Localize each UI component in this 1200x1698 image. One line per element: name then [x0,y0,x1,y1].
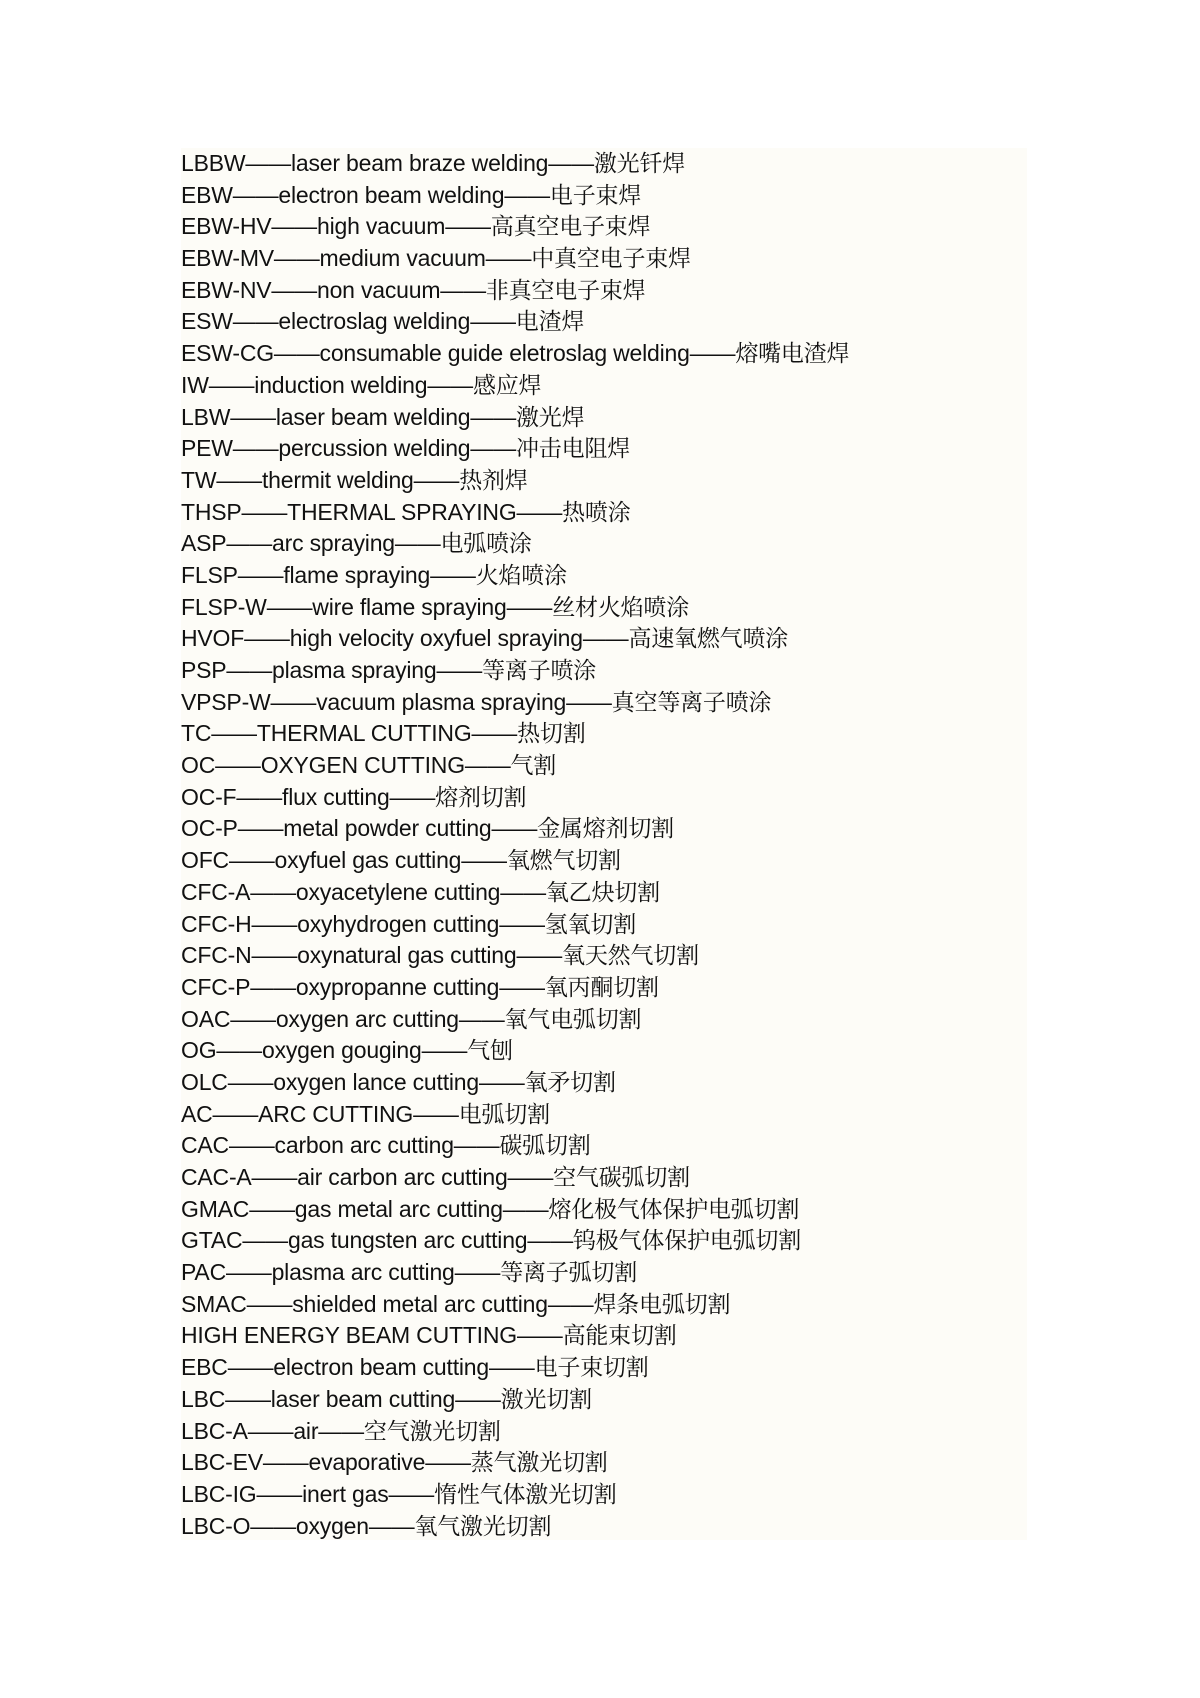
term-line-pew: PEW——percussion welding——冲击电阻焊 [181,435,631,462]
term-line-lbbw: LBBW——laser beam braze welding——激光钎焊 [181,150,686,176]
term-line-tw: TW——thermit welding——热剂焊 [181,466,528,493]
term-line-cfc-n: CFC-N——oxynatural gas cutting——氧天然气切割 [181,942,699,969]
document-content [181,148,1027,1540]
term-line-high-energy-beam-cutting: HIGH ENERGY BEAM CUTTING——高能束切割 [181,1322,677,1349]
term-line-asp: ASP——arc spraying——电弧喷涂 [181,530,532,557]
term-line-oc-p: OC-P——metal powder cutting——金属熔剂切割 [181,815,674,842]
term-line-flsp-w: FLSP-W——wire flame spraying——丝材火焰喷涂 [181,593,690,620]
term-line-cac: CAC——carbon arc cutting——碳弧切割 [181,1132,591,1159]
term-line-cfc-a: CFC-A——oxyacetylene cutting——氧乙炔切割 [181,878,660,905]
term-line-tc: TC——THERMAL CUTTING——热切割 [181,720,586,747]
term-line-iw: IW——induction welding——感应焊 [181,371,542,398]
term-line-esw: ESW——electroslag welding——电渣焊 [181,308,585,335]
term-line-smac: SMAC——shielded metal arc cutting——焊条电弧切割 [181,1290,731,1317]
term-line-lbc-ig: LBC-IG——inert gas——惰性气体激光切割 [181,1480,617,1507]
term-line-ebw-nv: EBW-NV——non vacuum——非真空电子束焊 [181,276,646,303]
term-line-olc: OLC——oxygen lance cutting——氧矛切割 [181,1068,616,1095]
term-line-ac: AC——ARC CUTTING——电弧切割 [181,1100,550,1127]
term-line-oc: OC——OXYGEN CUTTING——气割 [181,752,557,779]
term-line-hvof: HVOF——high velocity oxyfuel spraying——高速氧燃气喷涂 [181,625,789,652]
term-line-lbc: LBC——laser beam cutting——激光切割 [181,1385,592,1412]
term-line-ebw-mv: EBW-MV——medium vacuum——中真空电子束焊 [181,245,691,272]
term-line-vpsp-w: VPSP-W——vacuum plasma spraying——真空等离子喷涂 [181,688,772,715]
term-line-oac: OAC——oxygen arc cutting——氧气电弧切割 [181,1005,642,1032]
term-line-pac: PAC——plasma arc cutting——等离子弧切割 [181,1259,638,1286]
term-list [181,148,1027,1542]
term-line-og: OG——oxygen gouging——气刨 [181,1037,513,1064]
term-line-ebc: EBC——electron beam cutting——电子束切割 [181,1354,649,1381]
term-line-oc-f: OC-F——flux cutting——熔剂切割 [181,783,527,810]
term-line-cfc-p: CFC-P——oxypropanne cutting——氧丙酮切割 [181,973,659,1000]
term-line-lbw: LBW——laser beam welding——激光焊 [181,403,585,430]
term-line-cac-a: CAC-A——air carbon arc cutting——空气碳弧切割 [181,1164,690,1190]
term-line-ebw-hv: EBW-HV——high vacuum——高真空电子束焊 [181,213,651,240]
term-line-lbc-a: LBC-A——air——空气激光切割 [181,1417,501,1444]
term-line-ebw: EBW——electron beam welding——电子束焊 [181,181,642,208]
term-line-psp: PSP——plasma spraying——等离子喷涂 [181,657,597,683]
term-line-thsp: THSP——THERMAL SPRAYING——热喷涂 [181,498,631,525]
term-line-gmac: GMAC——gas metal arc cutting——熔化极气体保护电弧切割 [181,1195,800,1222]
term-line-gtac: GTAC——gas tungsten arc cutting——钨极气体保护电弧切割 [181,1227,801,1254]
term-line-esw-cg: ESW-CG——consumable guide eletroslag welding——熔嘴电渣焊 [181,340,850,367]
term-line-cfc-h: CFC-H——oxyhydrogen cutting——氢氧切割 [181,910,636,937]
term-line-lbc-o: LBC-O——oxygen——氧气激光切割 [181,1512,552,1539]
term-line-ofc: OFC——oxyfuel gas cutting——氧燃气切割 [181,847,621,874]
term-line-lbc-ev: LBC-EV——evaporative——蒸气激光切割 [181,1449,608,1476]
term-line-flsp: FLSP——flame spraying——火焰喷涂 [181,561,567,588]
